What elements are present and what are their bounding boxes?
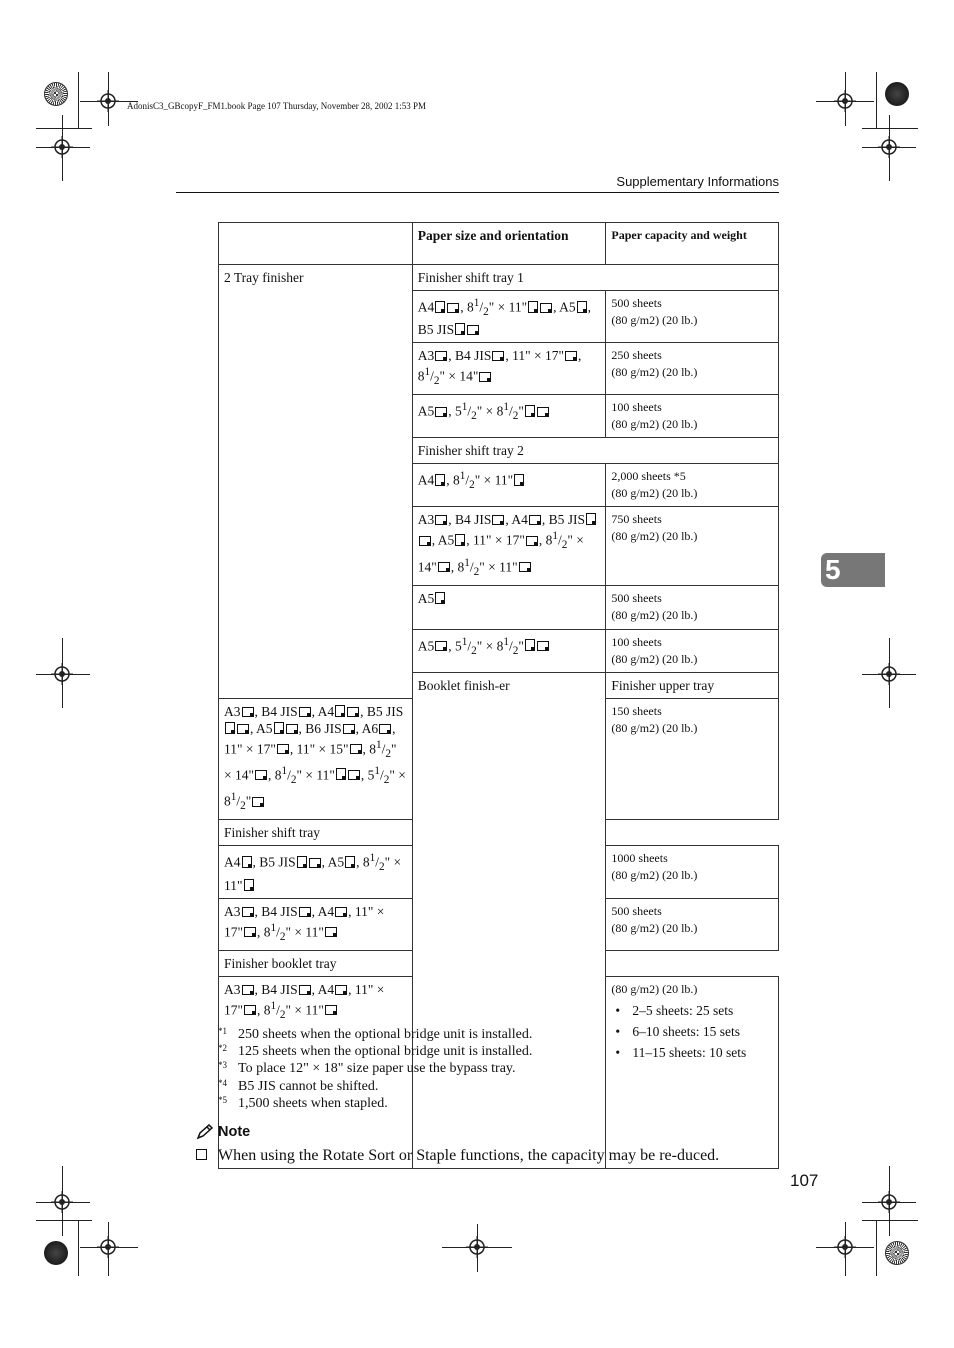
portrait-orientation-icon xyxy=(455,534,465,546)
crop-mark xyxy=(862,1220,918,1221)
table-header-cell: Paper size and orientation xyxy=(412,223,606,265)
finisher-name: Booklet finish-er xyxy=(412,672,606,1168)
landscape-orientation-icon xyxy=(379,724,391,734)
paper-size-cell: A3 , B4 JIS , A4 , 11" × 17" , $8^1/_2$" × 11" xyxy=(219,976,413,1168)
checkbox-bullet-icon xyxy=(196,1149,207,1160)
paper-size-cell: A5 , $5^1/_2$" × $8^1/_2$" xyxy=(412,629,606,672)
capacity-cell xyxy=(606,629,779,672)
table-row xyxy=(219,820,779,846)
landscape-orientation-icon xyxy=(348,770,360,780)
footnotes xyxy=(218,1026,532,1112)
paper-size-cell: A3 , B4 JIS , A4 , 11" × 17" , $8^1/_2$" × 11" xyxy=(219,898,413,950)
landscape-orientation-icon xyxy=(519,562,531,572)
registration-target-icon xyxy=(878,136,900,158)
weight-value: (80 g/m2) (20 lb.) xyxy=(611,313,698,327)
crop-mark xyxy=(862,128,918,129)
chapter-tab xyxy=(821,553,885,587)
list-item: • 11–15 sheets: 10 sets xyxy=(611,1044,773,1061)
list-item: • 2–5 sheets: 25 sets xyxy=(611,1002,773,1019)
registration-target-icon xyxy=(97,90,119,112)
footnote-text: To place 12" × 18" size paper use the bypass tray. xyxy=(238,1061,516,1077)
footnote xyxy=(218,1060,532,1077)
capacity-cell xyxy=(606,291,779,343)
landscape-orientation-icon xyxy=(335,985,347,995)
page-header: Supplementary Informations xyxy=(616,174,779,189)
capacity-cell xyxy=(606,507,779,585)
landscape-orientation-icon xyxy=(237,724,249,734)
tray-name: Finisher shift tray 2 xyxy=(412,438,778,464)
capacity-cell xyxy=(606,698,779,820)
registration-wheel-icon xyxy=(885,1241,909,1265)
paper-size-cell: A5 , $5^1/_2$" × $8^1/_2$" xyxy=(412,395,606,438)
landscape-orientation-icon xyxy=(325,1005,337,1015)
landscape-orientation-icon xyxy=(299,707,311,717)
footnote-mark: *5 xyxy=(218,1094,227,1105)
finisher-name: 2 Tray finisher xyxy=(219,265,413,699)
note-title: Note xyxy=(218,1124,251,1140)
landscape-orientation-icon xyxy=(438,562,450,572)
header-rule xyxy=(176,192,779,193)
capacity-cell xyxy=(606,898,779,950)
capacity-value: 500 sheets xyxy=(611,903,662,918)
portrait-orientation-icon xyxy=(435,474,445,486)
crop-mark xyxy=(36,128,92,129)
table-header-row xyxy=(219,223,779,265)
portrait-orientation-icon xyxy=(435,592,445,604)
note-text: When using the Rotate Sort or Staple functions, the capacity may be re-duced. xyxy=(218,1147,720,1164)
landscape-orientation-icon xyxy=(435,515,447,525)
capacity-value: 100 sheets xyxy=(611,634,662,649)
landscape-orientation-icon xyxy=(286,724,298,734)
portrait-orientation-icon xyxy=(577,301,587,313)
capacity-cell xyxy=(606,585,779,629)
registration-target-icon xyxy=(51,1191,73,1213)
weight-value: (80 g/m2) (20 lb.) xyxy=(611,417,698,432)
landscape-orientation-icon xyxy=(242,707,254,717)
footnote-mark: *3 xyxy=(218,1060,227,1071)
footnote-mark: *2 xyxy=(218,1043,227,1054)
registration-target-icon xyxy=(878,1191,900,1213)
landscape-orientation-icon xyxy=(277,744,289,754)
weight-value: (80 g/m2) (20 lb.) xyxy=(611,651,698,666)
page-number: 107 xyxy=(790,1171,819,1190)
landscape-orientation-icon xyxy=(299,985,311,995)
capacity-value: 750 sheets xyxy=(611,512,662,527)
capacity-value: 100 sheets xyxy=(611,400,662,415)
landscape-orientation-icon xyxy=(242,907,254,917)
registration-wheel-icon xyxy=(885,82,909,106)
crop-mark xyxy=(876,1220,877,1276)
registration-wheel-icon xyxy=(44,1241,68,1265)
portrait-orientation-icon xyxy=(225,722,235,734)
weight-value: (80 g/m2) (20 lb.) xyxy=(611,720,698,735)
tray-name: Finisher shift tray 1 xyxy=(412,265,778,291)
paper-size-cell: A4 , $8^1/_2$" × 11" , A5 , B5 JIS xyxy=(412,291,606,343)
landscape-orientation-icon xyxy=(325,927,337,937)
table-header-cell: Paper capacity and weight xyxy=(606,223,779,265)
landscape-orientation-icon xyxy=(252,797,264,807)
tray-name: Finisher booklet tray xyxy=(219,950,606,976)
portrait-orientation-icon xyxy=(525,639,535,651)
landscape-orientation-icon xyxy=(492,515,504,525)
portrait-orientation-icon xyxy=(586,513,596,525)
landscape-orientation-icon xyxy=(350,744,362,754)
weight-value: (80 g/m2) (20 lb.) xyxy=(611,920,698,935)
portrait-orientation-icon xyxy=(435,301,445,313)
table-row xyxy=(219,265,779,291)
chapter-number: 5 xyxy=(825,554,841,585)
landscape-orientation-icon xyxy=(537,407,549,417)
paper-size-cell: A5 xyxy=(412,585,606,629)
landscape-orientation-icon xyxy=(467,325,479,335)
crop-mark xyxy=(78,72,79,128)
capacity-value: 2,000 sheets *5 xyxy=(611,469,686,484)
landscape-orientation-icon xyxy=(419,536,431,546)
registration-wheel-icon xyxy=(44,82,68,106)
capacity-value: 1000 sheets xyxy=(611,851,668,866)
paper-size-cell: A3 , B4 JIS , 11" × 17" , $8^1/_2$" × 14" xyxy=(412,343,606,395)
paper-size-cell: A4 , $8^1/_2$" × 11" xyxy=(412,464,606,507)
footnote xyxy=(218,1043,532,1060)
capacity-value: 150 sheets xyxy=(611,703,662,718)
registration-target-icon xyxy=(51,136,73,158)
table-row xyxy=(219,950,779,976)
landscape-orientation-icon xyxy=(540,303,552,313)
portrait-orientation-icon xyxy=(274,722,284,734)
footnote-mark: *4 xyxy=(218,1077,227,1088)
portrait-orientation-icon xyxy=(528,301,538,313)
landscape-orientation-icon xyxy=(479,372,491,382)
registration-target-icon xyxy=(834,1236,856,1258)
landscape-orientation-icon xyxy=(537,641,549,651)
landscape-orientation-icon xyxy=(435,407,447,417)
landscape-orientation-icon xyxy=(299,907,311,917)
portrait-orientation-icon xyxy=(242,856,252,868)
note-item xyxy=(196,1146,779,1165)
paper-size-cell: A3 , B4 JIS , A4 , B5 JIS, A5 , 11" × 17" , $8^1/_2$" × 14" , $8^1/_2$" × 11" xyxy=(412,507,606,585)
portrait-orientation-icon xyxy=(525,405,535,417)
landscape-orientation-icon xyxy=(529,515,541,525)
table-header-cell xyxy=(219,223,413,265)
landscape-orientation-icon xyxy=(255,770,267,780)
paper-size-cell: A3 , B4 JIS , A4 , B5 JIS, A5 , B6 JIS , A6 , 11" × 17" , 11" × 15" , $8^1/_2$" × 14" , $8^1/_2$" × 11" , $5^1/_2$" × $8^1/_2$" xyxy=(219,698,413,820)
footnote-text: 1,500 sheets when stapled. xyxy=(238,1095,388,1111)
crop-mark xyxy=(36,1220,92,1221)
portrait-orientation-icon xyxy=(244,879,254,891)
footnote-mark: *1 xyxy=(218,1026,227,1036)
crop-mark xyxy=(78,1220,79,1276)
registration-target-icon xyxy=(51,663,73,685)
landscape-orientation-icon xyxy=(343,724,355,734)
footnote xyxy=(218,1026,532,1043)
landscape-orientation-icon xyxy=(447,303,459,313)
footnote-text: 250 sheets when the optional bridge unit is installed. xyxy=(238,1027,533,1042)
capacity-value: 250 sheets xyxy=(611,348,662,363)
footnote-text: B5 JIS cannot be shifted. xyxy=(238,1078,379,1094)
registration-target-icon xyxy=(878,663,900,685)
landscape-orientation-icon xyxy=(435,351,447,361)
list-item: • 6–10 sheets: 15 sets xyxy=(611,1023,773,1040)
landscape-orientation-icon xyxy=(244,1005,256,1015)
weight-value: (80 g/m2) (20 lb.) xyxy=(611,607,698,622)
capacity-value: 500 sheets xyxy=(611,590,662,605)
landscape-orientation-icon xyxy=(347,707,359,717)
landscape-orientation-icon xyxy=(244,927,256,937)
landscape-orientation-icon xyxy=(309,858,321,868)
landscape-orientation-icon xyxy=(435,641,447,651)
portrait-orientation-icon xyxy=(297,856,307,868)
footnote xyxy=(218,1095,532,1112)
capacity-cell xyxy=(606,976,779,1168)
weight-value: (80 g/m2) (20 lb.) xyxy=(611,365,698,380)
book-info: AdonisC3_GBcopyF_FM1.book Page 107 Thursday, November 28, 2002 1:53 PM xyxy=(127,101,426,111)
portrait-orientation-icon xyxy=(514,474,524,486)
portrait-orientation-icon xyxy=(336,768,346,780)
capacity-value: 500 sheets xyxy=(611,296,662,310)
weight-value: (80 g/m2) (20 lb.) xyxy=(611,981,698,996)
weight-value: (80 g/m2) (20 lb.) xyxy=(611,868,698,883)
weight-value: (80 g/m2) (20 lb.) xyxy=(611,529,698,544)
paper-size-cell: A4 , B5 JIS , A5 , $8^1/_2$" × 11" xyxy=(219,846,413,898)
portrait-orientation-icon xyxy=(345,856,355,868)
crop-mark xyxy=(876,72,877,128)
capacity-cell xyxy=(606,395,779,438)
booklet-set-list xyxy=(611,1002,773,1061)
tray-name: Finisher upper tray xyxy=(606,672,779,698)
registration-target-icon xyxy=(466,1236,488,1258)
portrait-orientation-icon xyxy=(455,323,465,335)
weight-value: (80 g/m2) (20 lb.) xyxy=(611,486,698,501)
landscape-orientation-icon xyxy=(526,536,538,546)
pencil-icon xyxy=(196,1124,214,1140)
landscape-orientation-icon xyxy=(242,985,254,995)
note-heading xyxy=(196,1124,250,1140)
footnote-text: 125 sheets when the optional bridge unit is installed. xyxy=(238,1044,533,1060)
tray-name: Finisher shift tray xyxy=(219,820,606,846)
landscape-orientation-icon xyxy=(335,907,347,917)
capacity-cell xyxy=(606,846,779,898)
footnote xyxy=(218,1078,532,1095)
registration-target-icon xyxy=(97,1236,119,1258)
capacity-cell xyxy=(606,343,779,395)
capacity-cell xyxy=(606,464,779,507)
portrait-orientation-icon xyxy=(335,705,345,717)
registration-target-icon xyxy=(834,90,856,112)
landscape-orientation-icon xyxy=(492,351,504,361)
landscape-orientation-icon xyxy=(565,351,577,361)
